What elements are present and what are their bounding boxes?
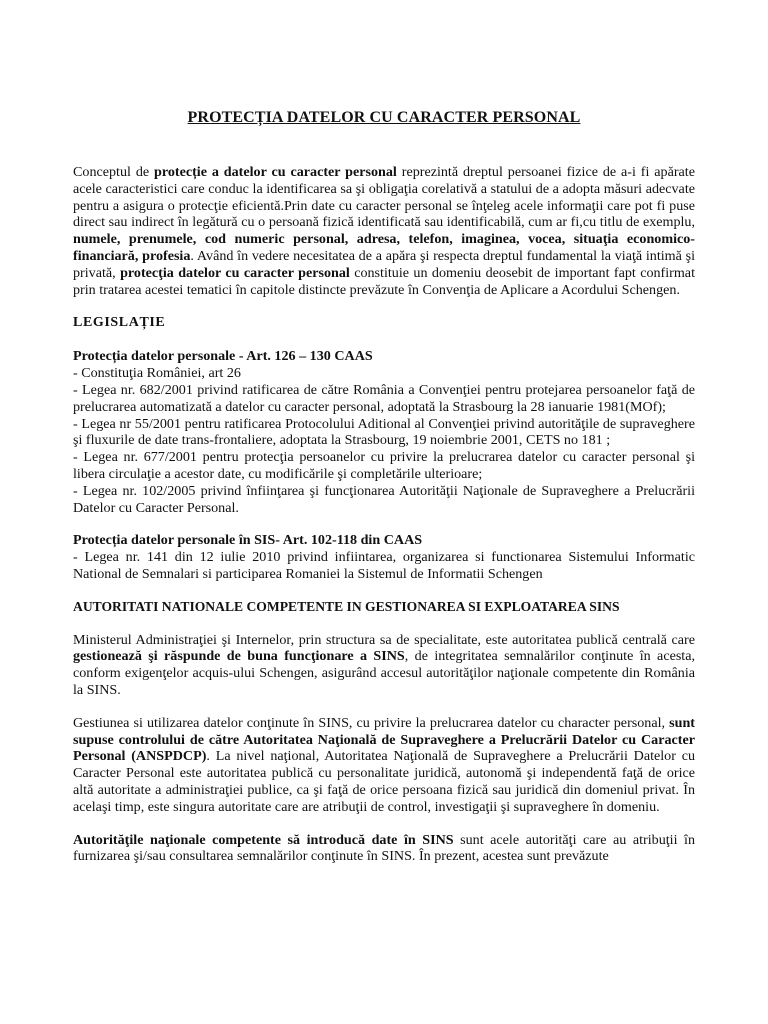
bold-text-run: Autorităţile naţionale competente să introducă date în SINS: [73, 831, 454, 848]
text-run: constituie un domeniu deosebit de important fapt confirmat prin tratarea acestei tematici în capitole distincte prevăzute în Convenţia de Aplicare a Acordului Schengen.: [73, 264, 695, 298]
caas-item: - Constituţia României, art 26: [73, 365, 241, 382]
caas-heading: Protecția datelor personale - Art. 126 – 130 CAAS: [73, 348, 373, 365]
text-run: , de integritatea semnalărilor conţinute în acesta, conform exigenţelor acquis-ului Schengen, asigurând accesul autorităţilor naţionale competente din România la SINS.: [73, 648, 696, 698]
text-run: . Având în vedere necesitatea de a apăra şi respecta dreptul fundamental la viaţă intimă şi privată,: [73, 247, 695, 281]
sis-heading: Protecția datelor personale în SIS- Art. 102-118 din CAAS: [73, 532, 423, 549]
caas-item: - Legea nr 55/2001 pentru ratificarea Protocolului Aditional al Convenţiei privind autorităţile de supraveghere şi fluxurile de date trans-frontaliere, adoptata la Strasbourg, 19 noiembrie 2001, CETS no 181 ;: [73, 415, 695, 449]
text-run: Gestiunea si utilizarea datelor conţinute în SINS, cu privire la prelucrarea datelor cu character personal,: [73, 714, 670, 731]
bold-text-run: numele, prenumele, cod numeric personal, adresa, telefon, imaginea, vocea, situaţia economico-financiară, profesia: [73, 231, 695, 264]
document-page: [73, 108, 695, 865]
sis-item: - Legea nr. 141 din 12 iulie 2010 privind infiintarea, organizarea si functionarea Sistemului Informatic National de Semnalari si participarea Romaniei la Sistemul de Informatii Schengen: [73, 549, 695, 582]
caas-item: - Legea nr. 677/2001 pentru protecţia persoanelor cu privire la prelucrarea datelor cu caracter personal şi libera circulaţie a acestor date, cu modificările şi completările ulterioare;: [73, 449, 695, 482]
text-run: Ministerul Administraţiei şi Internelor, prin structura sa de specialitate, este autoritatea publică centrală care: [73, 631, 695, 648]
caas-item: - Legea nr. 682/2001 privind ratificarea de către România a Convenţiei pentru protejarea persoanelor faţă de prelucrarea automatizată a datelor cu caracter personal, adoptată la Strasbourg la 28 ianuarie 1981(MOf);: [73, 381, 695, 415]
caas-item: - Legea nr. 102/2005 privind înfiinţarea şi funcţionarea Autorităţii Naţionale de Supraveghere a Prelucrării Datelor cu Caracter Personal.: [73, 482, 695, 516]
text-run: reprezintă dreptul persoanei fizice de a-i fi apărate acele caracteristici care conduc la identificarea sa şi obligaţia corelativă a statului de a adopta măsuri adecvate pentru a asigura o protecţie eficientă.Prin date cu caracter personal se înţeleg acele informaţii care pot fi puse direct sau indirect în legătură cu o persoană fizică identificată sau identificabilă, cum ar fi,cu titlu de exemplu,: [73, 164, 695, 231]
bold-text-run: protecție a datelor cu caracter personal: [154, 164, 397, 180]
bold-text-run: protecţia datelor cu caracter personal: [120, 264, 350, 281]
caas-section: [73, 348, 695, 516]
competent-authorities-paragraph: [73, 832, 695, 866]
intro-paragraph: [73, 164, 695, 298]
ministry-paragraph: [73, 632, 695, 699]
text-run: . La nivel naţional, Autoritatea Naţională de Supraveghere a Prelucrării Datelor cu Caracter Personal este autoritatea publică cu personalitate juridică, autonomă şi independentă faţă de orice altă autoritate a administraţiei publice, ca şi faţă de orice persoana fizică sau juridică din domeniul privat. În acelaşi timp, este singura autoritate care are atribuţii de control, investigaţii şi supraveghere în domeniu.: [73, 748, 696, 815]
legislation-heading: LEGISLAȚIE: [73, 315, 166, 331]
management-paragraph: [73, 715, 695, 816]
sis-section: [73, 532, 695, 582]
text-run: sunt acele autorităţi care au atribuţii în furnizarea şi/sau consultarea semnalărilor conţinute în SINS. În prezent, acestea sunt prevăzute: [73, 831, 695, 865]
authorities-heading: AUTORITATI NATIONALE COMPETENTE IN GESTIONAREA SI EXPLOATAREA SINS: [73, 598, 620, 614]
bold-text-run: sunt supuse controlului de către Autoritatea Naţională de Supraveghere a Prelucrării Datelor cu Caracter Personal (ANSPDCP): [73, 714, 695, 765]
bold-text-run: gestionează şi răspunde de buna funcţionare a SINS: [73, 648, 405, 665]
text-run: Conceptul de: [73, 164, 155, 180]
document-title: PROTECȚIA DATELOR CU CARACTER PERSONAL: [187, 109, 581, 126]
